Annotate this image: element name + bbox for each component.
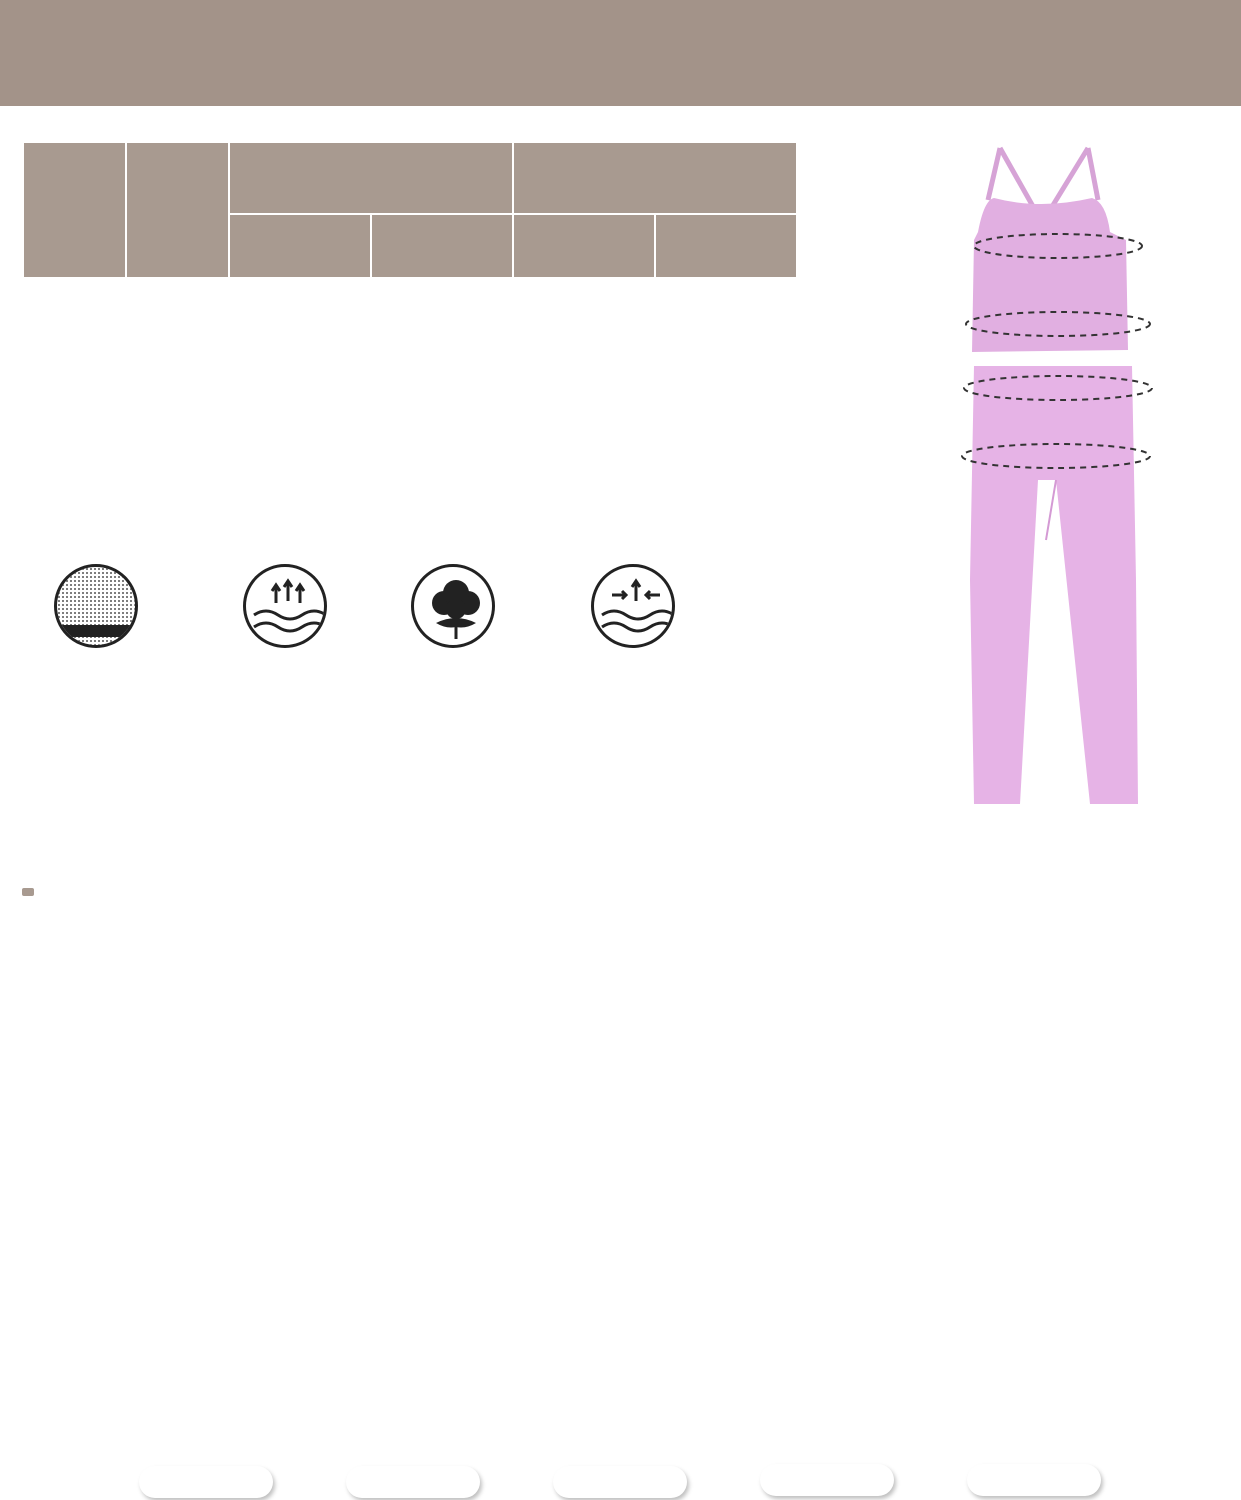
legend-large: [760, 1464, 894, 1496]
us-header: [127, 143, 228, 277]
size-table: [22, 141, 798, 279]
feature-4-way-stretch: [565, 564, 700, 658]
feature-breathable: [222, 564, 347, 658]
mesh-fabric-icon: [54, 564, 138, 648]
feature-non-see-through: [18, 564, 173, 658]
title-banner: [0, 0, 1241, 106]
top-header: [230, 143, 512, 213]
legend-small: [346, 1466, 480, 1498]
legend-x-small: [139, 1466, 273, 1498]
legend-medium: [553, 1466, 687, 1498]
top-waist-header: [372, 215, 512, 277]
hip-header: [514, 215, 654, 277]
feature-skin-friendly: [390, 564, 515, 658]
garment-illustration: [860, 140, 1240, 820]
waist-hip-instruction: [22, 834, 52, 857]
pants-header: [514, 143, 796, 213]
garment-drawing: [860, 140, 1240, 820]
note-line: [22, 881, 42, 901]
breathable-waves-icon: [243, 564, 327, 648]
legend-x-large: [967, 1464, 1101, 1496]
pants-waist-header: [656, 215, 796, 277]
cotton-flower-icon: [411, 564, 495, 648]
stretch-arrows-icon: [591, 564, 675, 648]
note-tag: [22, 888, 34, 896]
bust-instruction: [22, 806, 28, 829]
size-header: [24, 143, 125, 277]
bust-header: [230, 215, 370, 277]
